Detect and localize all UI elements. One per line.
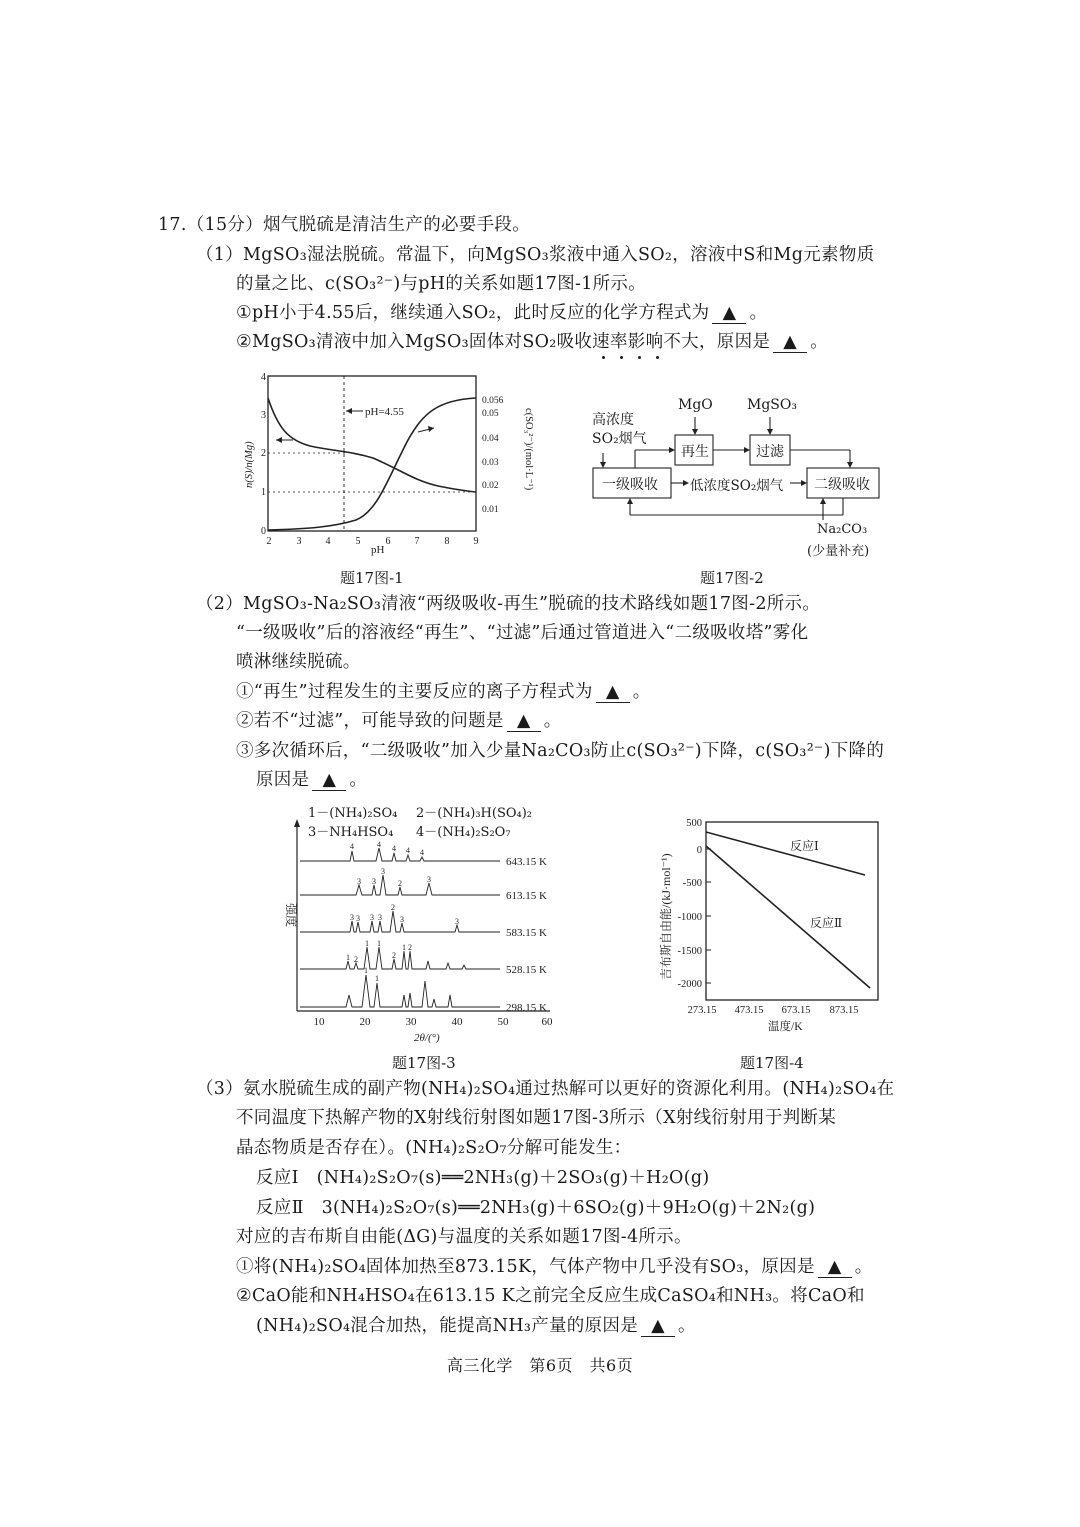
svg-text:3: 3 [357,877,361,886]
figure-2-diagram [585,395,885,565]
reaction-1: 反应Ⅰ (NH₄)₂S₂O₇(s)══2NH₃(g)＋2SO₃(g)＋H₂O(g) [256,1168,710,1188]
reaction-1-label: 反应Ⅰ [790,839,819,853]
feed-label-1: 高浓度 [592,412,634,428]
figure-4-chart [650,812,890,1042]
y-tick: 0.02 [482,481,499,491]
y-tick: 1 [261,487,266,498]
svg-text:4: 4 [406,846,410,855]
x-axis-label: 温度/K [768,1021,803,1033]
part2-q1-text: ①“再生”过程发生的主要反应的离子方程式为 [236,682,593,702]
part2-q3-cont: 原因是 [256,770,310,790]
part1-q1 [236,302,767,324]
svg-text:3: 3 [356,914,360,923]
legend-item-1: 1－(NH₄)₂SO₄ [308,806,398,821]
fig1-y-left-ticks [261,372,266,537]
answer-blank[interactable]: ▲ [312,771,346,791]
answer-blank[interactable]: ▲ [773,333,807,353]
page-footer: 高三化学 第6页 共6页 [446,1356,634,1375]
x-tick: 10 [313,1016,325,1028]
y-tick: 3 [261,410,266,421]
svg-text:3: 3 [427,875,431,884]
low-gas-label: 低浓度SO₂烟气 [690,478,784,494]
reaction-2-label: 反应Ⅱ [810,916,843,930]
figure-2-caption: 题17图-2 [700,569,764,587]
answer-blank[interactable]: ▲ [712,304,746,324]
part2-q1-end: 。 [632,682,651,702]
part3-line1: （3）氨水脱硫生成的副产物(NH₄)₂SO₄通过热解可以更好的资源化利用。(NH₄)₂SO₄在 [196,1079,895,1099]
y-axis-label: 吉布斯自由能/(kJ·mol⁻¹) [659,853,673,980]
x-tick: 5 [355,536,361,547]
y-tick: -1000 [677,912,702,923]
x-tick: 40 [451,1016,463,1028]
y-tick: 2 [261,448,266,459]
emphasis-dot [602,356,605,359]
part1-line2: 的量之比、c(SO₃²⁻)与pH的关系如题17图-1所示。 [236,274,647,294]
x-tick: 8 [444,536,450,547]
part3-q1-end: 。 [854,1257,873,1277]
part3-line3: 晶态物质是否存在）。(NH₄)₂S₂O₇分解可能发生： [236,1138,632,1158]
svg-text:3: 3 [400,915,404,924]
legend-item-3: 3－NH₄HSO₄ [308,825,394,840]
part1-q1-end: 。 [749,303,768,323]
part1-q2-end: 。 [810,332,828,352]
x-tick: 60 [541,1016,553,1028]
svg-text:2: 2 [354,955,358,964]
figure-1-caption: 题17图-1 [340,569,404,587]
y-tick: 500 [686,818,702,829]
y-tick: -1500 [677,946,702,957]
svg-text:1: 1 [375,974,379,983]
svg-text:4: 4 [350,842,354,851]
x-tick: 20 [359,1016,371,1028]
part3-q2-end: 。 [678,1316,696,1336]
x-tick: 9 [473,536,479,547]
temp-label: 298.15 K [506,1002,547,1014]
svg-text:2: 2 [398,879,402,888]
temp-labels [506,856,547,1014]
x-tick: 2 [266,536,272,547]
x-tick: 3 [296,536,302,547]
figure-3-caption: 题17图-3 [392,1054,456,1072]
svg-text:1: 1 [346,953,350,962]
y-axis-label: 强度 [284,903,298,928]
y-right-label: c(SO₃²⁻)/(mol·L⁻¹) [523,408,534,491]
svg-text:3: 3 [350,913,354,922]
absorb2-box: 二级吸收 [814,477,870,493]
figure-3-chart [270,815,570,1047]
part2-line1: （2）MgSO₃-Na₂SO₃清液“两级吸收-再生”脱硫的技术路线如题17图-2所示。 [196,594,821,614]
svg-text:1: 1 [364,966,368,975]
part2-q3-end: 。 [349,770,368,790]
answer-blank[interactable]: ▲ [641,1317,675,1337]
part3-q1-text: ①将(NH₄)₂SO₄固体加热至873.15K，气体产物中几乎没有SO₃，原因是 [236,1257,815,1277]
filter-box: 过滤 [756,444,784,460]
part2-q1 [236,681,651,703]
legend-item-4: 4－(NH₄)₂S₂O₇ [416,825,511,840]
svg-text:3: 3 [378,913,382,922]
temp-label: 528.15 K [506,964,547,976]
svg-text:1: 1 [365,939,369,948]
svg-text:3: 3 [372,877,376,886]
part2-q2-text: ②若不“过滤”，可能导致的问题是 [236,711,504,731]
x-axis-label: pH [371,544,385,556]
x-tick: 6 [385,536,391,547]
svg-text:1: 1 [377,939,381,948]
question-header: 17.（15分）烟气脱硫是清洁生产的必要手段。 [158,215,530,235]
part2-line3: 喷淋继续脱硫。 [236,652,361,672]
x-tick: 50 [497,1016,509,1028]
y-tick: 0.056 [482,396,504,406]
part3-line4: 对应的吉布斯自由能(ΔG)与温度的关系如题17图-4所示。 [236,1227,692,1247]
na2co3-note: (少量补充) [807,544,870,559]
svg-text:4: 4 [377,840,381,849]
svg-text:2: 2 [408,943,412,952]
x-tick: 4 [325,536,331,547]
x-tick: 673.15 [781,1005,811,1016]
mgso3-label: MgSO₃ [747,397,797,413]
emphasis-dot [620,356,623,359]
fig4-x-ticks [688,1005,859,1016]
y-tick: -2000 [677,979,702,990]
svg-text:3: 3 [381,867,385,876]
legend-item-2: 2－(NH₄)₃H(SO₄)₂ [416,806,533,821]
x-tick: 273.15 [687,1005,717,1016]
part1-q2 [236,331,828,353]
svg-text:2: 2 [391,903,395,912]
y-tick: 0 [696,845,702,856]
x-tick: 873.15 [829,1005,859,1016]
y-tick: 0.04 [482,434,499,444]
x-tick: 7 [414,536,420,547]
reaction-2: 反应Ⅱ 3(NH₄)₂S₂O₇(s)══2NH₃(g)＋6SO₂(g)＋9H₂O(g)＋2N₂(g) [256,1198,816,1218]
part1-q2-text: ②MgSO₃清液中加入MgSO₃固体对SO₂吸收速率影响不大，原因是 [236,332,771,352]
regen-box: 再生 [681,444,709,460]
y-tick: -500 [682,878,702,889]
part3-q2-cont: (NH₄)₂SO₄混合加热，能提高NH₃产量的原因是 [256,1316,638,1336]
part3-line2: 不同温度下热解产物的X射线衍射图如题17图-3所示（X射线衍射用于判断某 [236,1108,837,1128]
y-tick: 0.01 [482,505,499,515]
y-tick: 4 [261,372,266,383]
temp-label: 583.15 K [506,927,547,939]
emphasis-dot [656,356,659,359]
temp-label: 643.15 K [506,856,547,868]
part3-q2-line2 [256,1315,696,1337]
figure-4-caption: 题17图-4 [740,1054,804,1072]
part3-q1 [236,1256,873,1278]
part3-q2: ②CaO能和NH₄HSO₄在613.15 K之前完全反应生成CaSO₄和NH₃。将CaO和 [236,1286,865,1306]
figure-1-chart [238,368,534,563]
answer-blank[interactable]: ▲ [596,683,630,703]
emphasis-dot [638,356,641,359]
svg-text:4: 4 [420,848,424,857]
x-axis-label: 2θ/(°) [414,1032,440,1044]
ph-annotation: pH=4.55 [365,406,404,418]
y-tick: 0.05 [482,409,499,419]
part1-q1-text: ①pH小于4.55后，继续通入SO₂，此时反应的化学方程式为 [236,303,710,323]
svg-text:1: 1 [402,943,406,952]
mgo-label: MgO [678,397,713,413]
part2-q3-line2 [256,769,367,791]
part2-q2-end: 。 [543,711,562,731]
y-tick: 0.03 [482,458,499,468]
na2co3-label: Na₂CO₃ [817,522,868,537]
answer-blank[interactable]: ▲ [818,1258,852,1278]
svg-text:2: 2 [392,951,396,960]
svg-text:3: 3 [370,913,374,922]
part2-line2: “一级吸收”后的溶液经“再生”、“过滤”后通过管道进入“二级吸收塔”雾化 [236,623,809,643]
part2-q2 [236,710,562,732]
fig1-y-right-ticks [482,396,504,515]
fig4-y-ticks [678,818,703,990]
x-tick: 473.15 [734,1005,764,1016]
temp-label: 613.15 K [506,890,547,902]
answer-blank[interactable]: ▲ [507,712,541,732]
x-tick: 30 [405,1016,417,1028]
part2-q3: ③多次循环后，“二级吸收”加入少量Na₂CO₃防止c(SO₃²⁻)下降，c(SO₃²⁻)下降的 [236,741,885,761]
y-tick: 0 [261,526,266,537]
feed-label-2: SO₂烟气 [592,431,647,447]
svg-text:4: 4 [392,844,396,853]
fig3-x-ticks [314,1016,554,1028]
svg-text:3: 3 [455,917,459,926]
y-left-label: n(S)/n(Mg) [244,441,255,488]
part1-line1: （1）MgSO₃湿法脱硫。常温下，向MgSO₃浆液中通入SO₂，溶液中S和Mg元素物质 [196,245,875,265]
absorb1-box: 一级吸收 [602,477,658,493]
